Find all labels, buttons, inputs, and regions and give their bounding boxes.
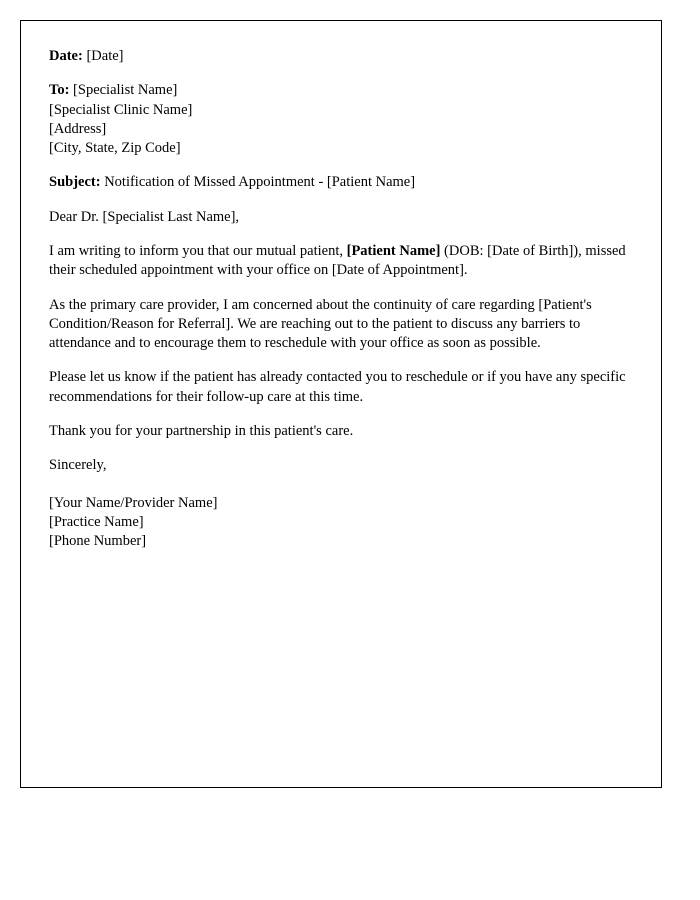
date-block bbox=[49, 47, 633, 66]
patient-name-bold: [Patient Name] bbox=[346, 242, 441, 259]
subject-value: Notification of Missed Appointment - [Patient Name] bbox=[104, 174, 416, 191]
letter-frame bbox=[20, 20, 662, 788]
signature-phone: [Phone Number] bbox=[49, 533, 147, 550]
paragraph-1-part2: (DOB: [Date of Birth]), missed their scheduled appointment with your office on [Date of Appointment]. bbox=[49, 242, 626, 279]
signature-practice: [Practice Name] bbox=[49, 513, 144, 530]
recipient-block bbox=[49, 81, 633, 158]
signature-block bbox=[49, 494, 633, 552]
paragraph-2: As the primary care provider, I am concerned about the continuity of care regarding [Patient's Condition/Reason for Referral]. We are reaching out to the patient to discuss any barriers to attendance and to encourage them to reschedule with your office as soon as possible. bbox=[49, 296, 592, 352]
to-citystatezip: [City, State, Zip Code] bbox=[49, 140, 181, 157]
to-name: [Specialist Name] bbox=[73, 82, 178, 99]
subject-block bbox=[49, 173, 633, 192]
paragraph-4: Thank you for your partnership in this patient's care. bbox=[49, 422, 354, 439]
paragraph-1-part1: I am writing to inform you that our mutual patient, bbox=[49, 242, 347, 259]
paragraph-1 bbox=[49, 242, 633, 281]
closing: Sincerely, bbox=[49, 457, 107, 474]
to-address: [Address] bbox=[49, 120, 107, 137]
recipient-line-name bbox=[49, 81, 633, 100]
signature-name: [Your Name/Provider Name] bbox=[49, 494, 218, 511]
to-clinic: [Specialist Clinic Name] bbox=[49, 101, 193, 118]
date-label: Date: bbox=[49, 48, 83, 64]
subject-label: Subject: bbox=[49, 174, 101, 191]
to-label: To: bbox=[49, 82, 70, 99]
date-value: [Date] bbox=[86, 48, 124, 64]
salutation bbox=[49, 208, 633, 227]
salutation-text: Dear Dr. [Specialist Last Name], bbox=[49, 208, 240, 225]
paragraph-3: Please let us know if the patient has already contacted you to reschedule or if you have any specific recommendations for their follow-up care at this time. bbox=[49, 369, 626, 405]
letter-body bbox=[21, 21, 661, 551]
